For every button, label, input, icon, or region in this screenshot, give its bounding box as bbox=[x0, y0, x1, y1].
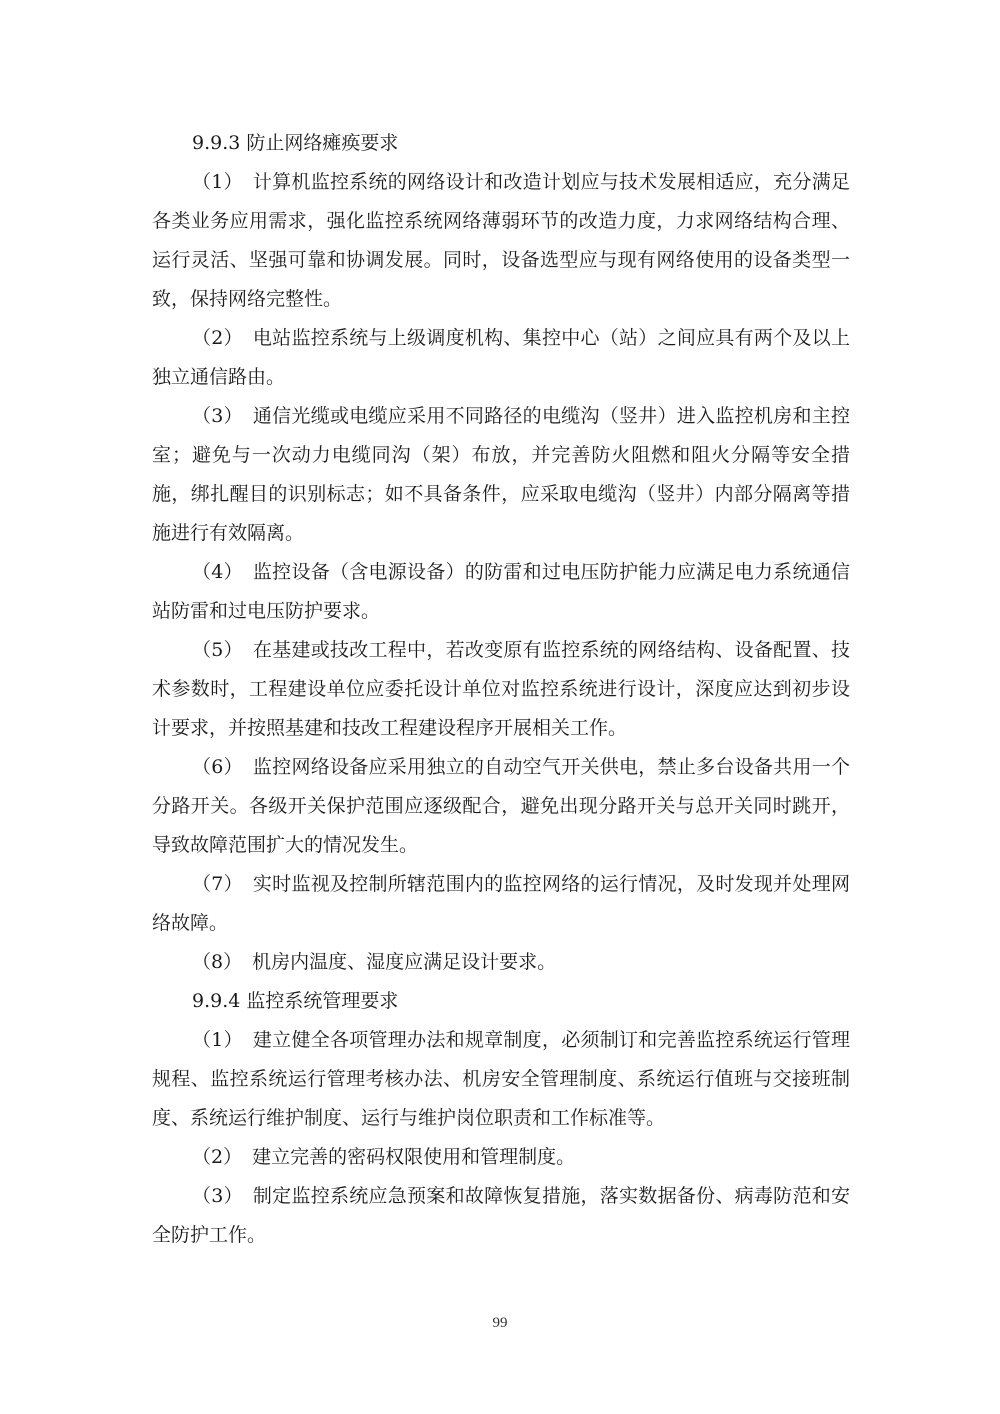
section-heading-9-9-4: 9.9.4 监控系统管理要求 bbox=[192, 990, 399, 1012]
paragraph-9-9-4-2 bbox=[152, 1138, 850, 1177]
paragraph-text: 计算机监控系统的网络设计和改造计划应与技术发展相适应，充分满足各类业务应用需求，强化监控系统网络薄弱环节的改造力度，力求网络结构合理、运行灵活、坚强可靠和协调发展。同时，设备选型应与现有网络使用的设备类型一致，保持网络完整性。 bbox=[152, 171, 850, 310]
paragraph-9-9-3-2 bbox=[152, 319, 850, 397]
item-number: （5） bbox=[192, 639, 243, 661]
section-heading-9-9-3: 9.9.3 防止网络瘫痪要求 bbox=[192, 132, 399, 154]
paragraph-text: 机房内温度、湿度应满足设计要求。 bbox=[252, 951, 557, 973]
paragraph-9-9-3-1 bbox=[152, 163, 850, 319]
paragraph-text: 电站监控系统与上级调度机构、集控中心（站）之间应具有两个及以上独立通信路由。 bbox=[152, 327, 850, 388]
paragraph-text: 在基建或技改工程中，若改变原有监控系统的网络结构、设备配置、技术参数时，工程建设单位应委托设计单位对监控系统进行设计，深度应达到初步设计要求，并按照基建和技改工程建设程序开展相关工作。 bbox=[152, 639, 850, 739]
paragraph-9-9-4-1 bbox=[152, 1021, 850, 1138]
item-number: （7） bbox=[192, 873, 243, 895]
item-number: （3） bbox=[192, 405, 243, 427]
item-number: （4） bbox=[192, 561, 243, 583]
item-number: （6） bbox=[192, 756, 243, 778]
item-number: （3） bbox=[192, 1185, 243, 1207]
paragraph-text: 制定监控系统应急预案和故障恢复措施，落实数据备份、病毒防范和安全防护工作。 bbox=[152, 1185, 850, 1246]
paragraph-text: 监控网络设备应采用独立的自动空气开关供电，禁止多台设备共用一个分路开关。各级开关保护范围应逐级配合，避免出现分路开关与总开关同时跳开，导致故障范围扩大的情况发生。 bbox=[152, 756, 850, 856]
item-number: （1） bbox=[192, 171, 243, 193]
paragraph-9-9-3-3 bbox=[152, 397, 850, 553]
paragraph-9-9-3-7 bbox=[152, 865, 850, 943]
paragraph-9-9-3-4 bbox=[152, 553, 850, 631]
item-number: （2） bbox=[192, 327, 243, 349]
paragraph-text: 实时监视及控制所辖范围内的监控网络的运行情况，及时发现并处理网络故障。 bbox=[152, 873, 850, 934]
paragraph-text: 监控设备（含电源设备）的防雷和过电压防护能力应满足电力系统通信站防雷和过电压防护要求。 bbox=[152, 561, 850, 622]
paragraph-text: 建立健全各项管理办法和规章制度，必须制订和完善监控系统运行管理规程、监控系统运行管理考核办法、机房安全管理制度、系统运行值班与交接班制度、系统运行维护制度、运行与维护岗位职责和工作标准等。 bbox=[152, 1029, 850, 1129]
paragraph-text: 通信光缆或电缆应采用不同路径的电缆沟（竖井）进入监控机房和主控室；避免与一次动力电缆同沟（架）布放，并完善防火阻燃和阻火分隔等安全措施，绑扎醒目的识别标志；如不具备条件，应采取电缆沟（竖井）内部分隔离等措施进行有效隔离。 bbox=[152, 405, 850, 544]
item-number: （8） bbox=[192, 951, 243, 973]
page-number: 99 bbox=[492, 1315, 508, 1331]
paragraph-9-9-4-3 bbox=[152, 1177, 850, 1255]
paragraph-text: 建立完善的密码权限使用和管理制度。 bbox=[252, 1146, 576, 1168]
paragraph-9-9-3-6 bbox=[152, 748, 850, 865]
paragraph-9-9-3-8 bbox=[152, 943, 850, 982]
item-number: （1） bbox=[192, 1029, 243, 1051]
item-number: （2） bbox=[192, 1146, 243, 1168]
document-body bbox=[152, 124, 850, 1255]
paragraph-9-9-3-5 bbox=[152, 631, 850, 748]
